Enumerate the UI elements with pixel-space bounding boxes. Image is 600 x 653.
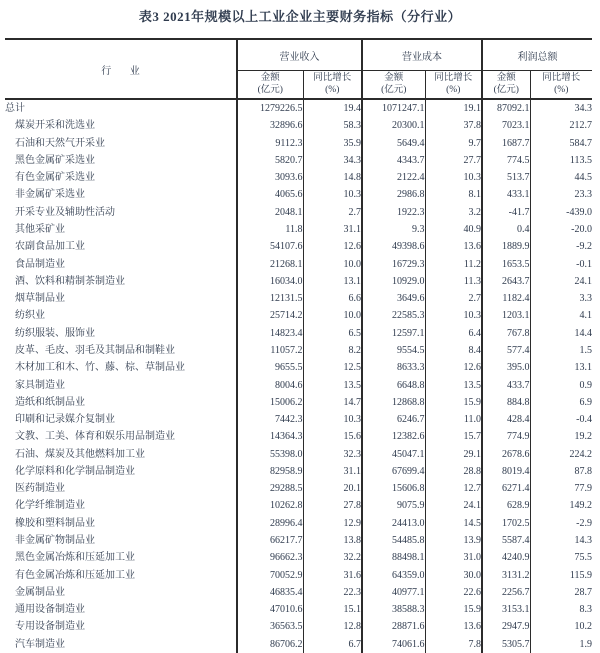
value-cell: 149.2 <box>530 497 592 514</box>
value-cell: 224.2 <box>530 446 592 463</box>
value-cell: 2.7 <box>425 290 482 307</box>
value-cell: 0.4 <box>482 221 530 238</box>
value-cell: 8633.3 <box>362 359 425 376</box>
value-cell: 774.5 <box>482 152 530 169</box>
table-row <box>5 618 592 635</box>
value-cell: 12.5 <box>303 359 362 376</box>
industry-cell: 农副食品加工业 <box>15 241 85 253</box>
table-row <box>5 204 592 221</box>
value-cell: 8.2 <box>303 342 362 359</box>
value-cell: 13.5 <box>303 377 362 394</box>
table-row <box>5 290 592 307</box>
value-cell: 433.1 <box>482 186 530 203</box>
value-cell: 5820.7 <box>237 152 303 169</box>
value-cell: 1182.4 <box>482 290 530 307</box>
value-cell: 1687.7 <box>482 135 530 152</box>
value-cell: 10.3 <box>425 169 482 186</box>
value-cell: 12.8 <box>303 618 362 635</box>
value-cell: 31.1 <box>303 463 362 480</box>
value-cell: 28871.6 <box>362 618 425 635</box>
value-cell: 25714.2 <box>237 307 303 324</box>
value-cell: 3.3 <box>530 290 592 307</box>
value-cell: 10.3 <box>303 411 362 428</box>
industry-cell: 专用设备制造业 <box>15 621 85 633</box>
table-row <box>5 325 592 342</box>
value-cell: 22.6 <box>425 584 482 601</box>
value-cell: 27.8 <box>303 497 362 514</box>
industry-cell: 化学原料和化学制品制造业 <box>15 465 135 477</box>
table-body <box>5 99 592 653</box>
table-row <box>5 256 592 273</box>
value-cell: 4065.6 <box>237 186 303 203</box>
value-cell: 75.5 <box>530 549 592 566</box>
value-cell: 3649.6 <box>362 290 425 307</box>
value-cell: 11057.2 <box>237 342 303 359</box>
industry-cell: 其他采矿业 <box>15 223 65 235</box>
value-cell: 13.5 <box>425 377 482 394</box>
value-cell: 7.8 <box>425 636 482 653</box>
value-cell: 14.3 <box>530 532 592 549</box>
subheader-profit-growth: 同比增长 (%) <box>530 71 592 100</box>
value-cell: 27.7 <box>425 152 482 169</box>
value-cell: 395.0 <box>482 359 530 376</box>
table-header <box>5 39 592 99</box>
subheader-profit-amount: 金额 (亿元) <box>482 71 530 100</box>
value-cell: 11.0 <box>425 411 482 428</box>
value-cell: 6.9 <box>530 394 592 411</box>
value-cell: 7023.1 <box>482 117 530 134</box>
value-cell: 3131.2 <box>482 567 530 584</box>
value-cell: 9554.5 <box>362 342 425 359</box>
subheader-revenue-growth: 同比增长 (%) <box>303 71 362 100</box>
subheader-cost-growth: 同比增长 (%) <box>425 71 482 100</box>
value-cell: 13.1 <box>530 359 592 376</box>
table-row <box>5 394 592 411</box>
table-row <box>5 549 592 566</box>
value-cell: 1.9 <box>530 636 592 653</box>
page-title: 表3 2021年规模以上工业企业主要财务指标（分行业） <box>138 9 462 24</box>
value-cell: 21268.1 <box>237 256 303 273</box>
value-cell: 9655.5 <box>237 359 303 376</box>
value-cell: 15.9 <box>425 601 482 618</box>
value-cell: 16729.3 <box>362 256 425 273</box>
table-row <box>5 117 592 134</box>
value-cell: 10929.0 <box>362 273 425 290</box>
value-cell: 14823.4 <box>237 325 303 342</box>
value-cell: 24.1 <box>425 497 482 514</box>
value-cell: 87.8 <box>530 463 592 480</box>
value-cell: 5649.4 <box>362 135 425 152</box>
value-cell: 13.1 <box>303 273 362 290</box>
value-cell: 30.0 <box>425 567 482 584</box>
value-cell: 2986.8 <box>362 186 425 203</box>
value-cell: 5587.4 <box>482 532 530 549</box>
value-cell: 36563.5 <box>237 618 303 635</box>
industry-cell: 酒、饮料和精制茶制造业 <box>15 275 125 287</box>
table-row <box>5 238 592 255</box>
industry-cell: 非金属矿采选业 <box>15 189 85 201</box>
value-cell: 96662.3 <box>237 549 303 566</box>
value-cell: 1203.1 <box>482 307 530 324</box>
value-cell: 66217.7 <box>237 532 303 549</box>
value-cell: 13.8 <box>303 532 362 549</box>
table-row <box>5 601 592 618</box>
industry-cell: 汽车制造业 <box>15 638 65 650</box>
value-cell: 24.1 <box>530 273 592 290</box>
value-cell: 6.6 <box>303 290 362 307</box>
value-cell: 86706.2 <box>237 636 303 653</box>
value-cell: 31.6 <box>303 567 362 584</box>
value-cell: 584.7 <box>530 135 592 152</box>
value-cell: 12868.8 <box>362 394 425 411</box>
table-row <box>5 99 592 117</box>
industry-cell: 有色金属矿采选业 <box>15 172 95 184</box>
table-row <box>5 359 592 376</box>
value-cell: 767.8 <box>482 325 530 342</box>
value-cell: 19.4 <box>303 99 362 117</box>
value-cell: 2122.4 <box>362 169 425 186</box>
value-cell: 12131.5 <box>237 290 303 307</box>
value-cell: 15.9 <box>425 394 482 411</box>
value-cell: 34.3 <box>303 152 362 169</box>
value-cell: 28996.4 <box>237 515 303 532</box>
value-cell: 11.3 <box>425 273 482 290</box>
value-cell: 9.7 <box>425 135 482 152</box>
value-cell: 10.2 <box>530 618 592 635</box>
value-cell: 14364.3 <box>237 428 303 445</box>
value-cell: 8.1 <box>425 186 482 203</box>
value-cell: 1653.5 <box>482 256 530 273</box>
value-cell: 54107.6 <box>237 238 303 255</box>
value-cell: 12.7 <box>425 480 482 497</box>
table-row <box>5 480 592 497</box>
value-cell: 14.7 <box>303 394 362 411</box>
value-cell: 20300.1 <box>362 117 425 134</box>
value-cell: -2.9 <box>530 515 592 532</box>
value-cell: -0.1 <box>530 256 592 273</box>
industry-cell: 金属制品业 <box>15 586 65 598</box>
value-cell: 12.9 <box>303 515 362 532</box>
value-cell: 115.9 <box>530 567 592 584</box>
value-cell: 15606.8 <box>362 480 425 497</box>
value-cell: 1.5 <box>530 342 592 359</box>
value-cell: 2678.6 <box>482 446 530 463</box>
table-row <box>5 515 592 532</box>
value-cell: 628.9 <box>482 497 530 514</box>
value-cell: 2.7 <box>303 204 362 221</box>
value-cell: 513.7 <box>482 169 530 186</box>
value-cell: 45047.1 <box>362 446 425 463</box>
table-row <box>5 307 592 324</box>
value-cell: 70052.9 <box>237 567 303 584</box>
value-cell: 38588.3 <box>362 601 425 618</box>
value-cell: 6271.4 <box>482 480 530 497</box>
value-cell: -20.0 <box>530 221 592 238</box>
table-row <box>5 186 592 203</box>
value-cell: -41.7 <box>482 204 530 221</box>
value-cell: 40977.1 <box>362 584 425 601</box>
value-cell: 28.7 <box>530 584 592 601</box>
industry-cell: 木材加工和木、竹、藤、棕、草制品业 <box>15 362 185 374</box>
value-cell: 46835.4 <box>237 584 303 601</box>
value-cell: 24413.0 <box>362 515 425 532</box>
value-cell: 31.0 <box>425 549 482 566</box>
value-cell: 12.6 <box>303 238 362 255</box>
value-cell: 32.3 <box>303 446 362 463</box>
value-cell: 87092.1 <box>482 99 530 117</box>
value-cell: 22.3 <box>303 584 362 601</box>
value-cell: 20.1 <box>303 480 362 497</box>
value-cell: 14.8 <box>303 169 362 186</box>
value-cell: 9112.3 <box>237 135 303 152</box>
industry-cell: 石油、煤炭及其他燃料加工业 <box>15 448 145 460</box>
value-cell: 8019.4 <box>482 463 530 480</box>
value-cell: 16034.0 <box>237 273 303 290</box>
table-row <box>5 411 592 428</box>
value-cell: 49398.6 <box>362 238 425 255</box>
value-cell: 32896.6 <box>237 117 303 134</box>
value-cell: 10.3 <box>425 307 482 324</box>
value-cell: 15.6 <box>303 428 362 445</box>
value-cell: 577.4 <box>482 342 530 359</box>
value-cell: 2643.7 <box>482 273 530 290</box>
table-row <box>5 428 592 445</box>
table-row <box>5 446 592 463</box>
value-cell: 10262.8 <box>237 497 303 514</box>
value-cell: 23.3 <box>530 186 592 203</box>
value-cell: 9.3 <box>362 221 425 238</box>
industry-cell: 非金属矿物制品业 <box>15 535 95 547</box>
industry-cell: 文教、工美、体育和娱乐用品制造业 <box>15 431 175 443</box>
table-row <box>5 584 592 601</box>
value-cell: 13.9 <box>425 532 482 549</box>
table-row <box>5 152 592 169</box>
value-cell: 15.1 <box>303 601 362 618</box>
value-cell: 10.0 <box>303 307 362 324</box>
industry-cell: 造纸和纸制品业 <box>15 396 85 408</box>
value-cell: 14.4 <box>530 325 592 342</box>
value-cell: 47010.6 <box>237 601 303 618</box>
industry-cell: 黑色金属矿采选业 <box>15 154 95 166</box>
value-cell: 13.6 <box>425 618 482 635</box>
value-cell: 9075.9 <box>362 497 425 514</box>
value-cell: 8.4 <box>425 342 482 359</box>
value-cell: 74061.6 <box>362 636 425 653</box>
value-cell: 428.4 <box>482 411 530 428</box>
value-cell: 4.1 <box>530 307 592 324</box>
value-cell: 28.8 <box>425 463 482 480</box>
value-cell: -9.2 <box>530 238 592 255</box>
value-cell: 6.4 <box>425 325 482 342</box>
subheader-revenue-amount: 金额 (亿元) <box>237 71 303 100</box>
table-row <box>5 532 592 549</box>
value-cell: 113.5 <box>530 152 592 169</box>
value-cell: 12597.1 <box>362 325 425 342</box>
value-cell: 32.2 <box>303 549 362 566</box>
value-cell: 4240.9 <box>482 549 530 566</box>
industry-cell: 有色金属冶炼和压延加工业 <box>15 569 135 581</box>
industry-cell: 印刷和记录媒介复制业 <box>15 414 115 426</box>
value-cell: 3.2 <box>425 204 482 221</box>
column-group-revenue: 营业收入 <box>237 39 362 71</box>
value-cell: 1922.3 <box>362 204 425 221</box>
industry-cell: 医药制造业 <box>15 483 65 495</box>
industry-cell: 皮革、毛皮、羽毛及其制品和制鞋业 <box>15 344 175 356</box>
table-row <box>5 567 592 584</box>
value-cell: 67699.4 <box>362 463 425 480</box>
table-row <box>5 463 592 480</box>
industry-cell: 通用设备制造业 <box>15 604 85 616</box>
value-cell: 19.2 <box>530 428 592 445</box>
value-cell: 3093.6 <box>237 169 303 186</box>
value-cell: 64359.0 <box>362 567 425 584</box>
value-cell: 82958.9 <box>237 463 303 480</box>
table-row <box>5 342 592 359</box>
value-cell: 774.9 <box>482 428 530 445</box>
value-cell: 2947.9 <box>482 618 530 635</box>
value-cell: 13.6 <box>425 238 482 255</box>
column-group-cost: 营业成本 <box>362 39 482 71</box>
value-cell: 44.5 <box>530 169 592 186</box>
value-cell: 29288.5 <box>237 480 303 497</box>
value-cell: 4343.7 <box>362 152 425 169</box>
value-cell: 7442.3 <box>237 411 303 428</box>
column-header-industry: 行 业 <box>101 65 148 77</box>
industry-cell: 纺织业 <box>15 310 45 322</box>
value-cell: 2048.1 <box>237 204 303 221</box>
value-cell: 35.9 <box>303 135 362 152</box>
industry-cell: 总计 <box>5 103 25 114</box>
stats-table <box>5 38 592 653</box>
value-cell: 12.6 <box>425 359 482 376</box>
value-cell: 884.8 <box>482 394 530 411</box>
table-row <box>5 636 592 653</box>
table-row <box>5 135 592 152</box>
value-cell: 55398.0 <box>237 446 303 463</box>
value-cell: 37.8 <box>425 117 482 134</box>
industry-cell: 石油和天然气开采业 <box>15 137 105 149</box>
value-cell: 88498.1 <box>362 549 425 566</box>
value-cell: 14.5 <box>425 515 482 532</box>
financial-indicators-table <box>5 38 592 653</box>
table-row <box>5 497 592 514</box>
table-row <box>5 377 592 394</box>
value-cell: 22585.3 <box>362 307 425 324</box>
value-cell: 29.1 <box>425 446 482 463</box>
industry-cell: 食品制造业 <box>15 258 65 270</box>
value-cell: 433.7 <box>482 377 530 394</box>
industry-cell: 家具制造业 <box>15 379 65 391</box>
value-cell: 31.1 <box>303 221 362 238</box>
subheader-cost-amount: 金额 (亿元) <box>362 71 425 100</box>
value-cell: 19.1 <box>425 99 482 117</box>
value-cell: 8004.6 <box>237 377 303 394</box>
industry-cell: 化学纤维制造业 <box>15 500 85 512</box>
table-row <box>5 221 592 238</box>
value-cell: 6246.7 <box>362 411 425 428</box>
value-cell: -439.0 <box>530 204 592 221</box>
value-cell: 2256.7 <box>482 584 530 601</box>
value-cell: 5305.7 <box>482 636 530 653</box>
value-cell: 77.9 <box>530 480 592 497</box>
value-cell: 58.3 <box>303 117 362 134</box>
industry-cell: 黑色金属冶炼和压延加工业 <box>15 552 135 564</box>
value-cell: 3153.1 <box>482 601 530 618</box>
value-cell: 1279226.5 <box>237 99 303 117</box>
column-group-profit: 利润总额 <box>482 39 592 71</box>
value-cell: 1889.9 <box>482 238 530 255</box>
value-cell: 11.8 <box>237 221 303 238</box>
value-cell: 15.7 <box>425 428 482 445</box>
value-cell: 12382.6 <box>362 428 425 445</box>
value-cell: 11.2 <box>425 256 482 273</box>
value-cell: 6.7 <box>303 636 362 653</box>
value-cell: 15006.2 <box>237 394 303 411</box>
industry-cell: 开采专业及辅助性活动 <box>15 206 115 218</box>
value-cell: 8.3 <box>530 601 592 618</box>
table-row <box>5 169 592 186</box>
value-cell: 6648.8 <box>362 377 425 394</box>
value-cell: -0.4 <box>530 411 592 428</box>
industry-cell: 煤炭开采和洗选业 <box>15 120 95 132</box>
value-cell: 6.5 <box>303 325 362 342</box>
industry-cell: 烟草制品业 <box>15 293 65 305</box>
value-cell: 1702.5 <box>482 515 530 532</box>
value-cell: 1071247.1 <box>362 99 425 117</box>
value-cell: 212.7 <box>530 117 592 134</box>
value-cell: 40.9 <box>425 221 482 238</box>
value-cell: 0.9 <box>530 377 592 394</box>
industry-cell: 纺织服装、服饰业 <box>15 327 95 339</box>
value-cell: 10.3 <box>303 186 362 203</box>
value-cell: 34.3 <box>530 99 592 117</box>
value-cell: 10.0 <box>303 256 362 273</box>
value-cell: 54485.8 <box>362 532 425 549</box>
table-row <box>5 273 592 290</box>
industry-cell: 橡胶和塑料制品业 <box>15 517 95 529</box>
